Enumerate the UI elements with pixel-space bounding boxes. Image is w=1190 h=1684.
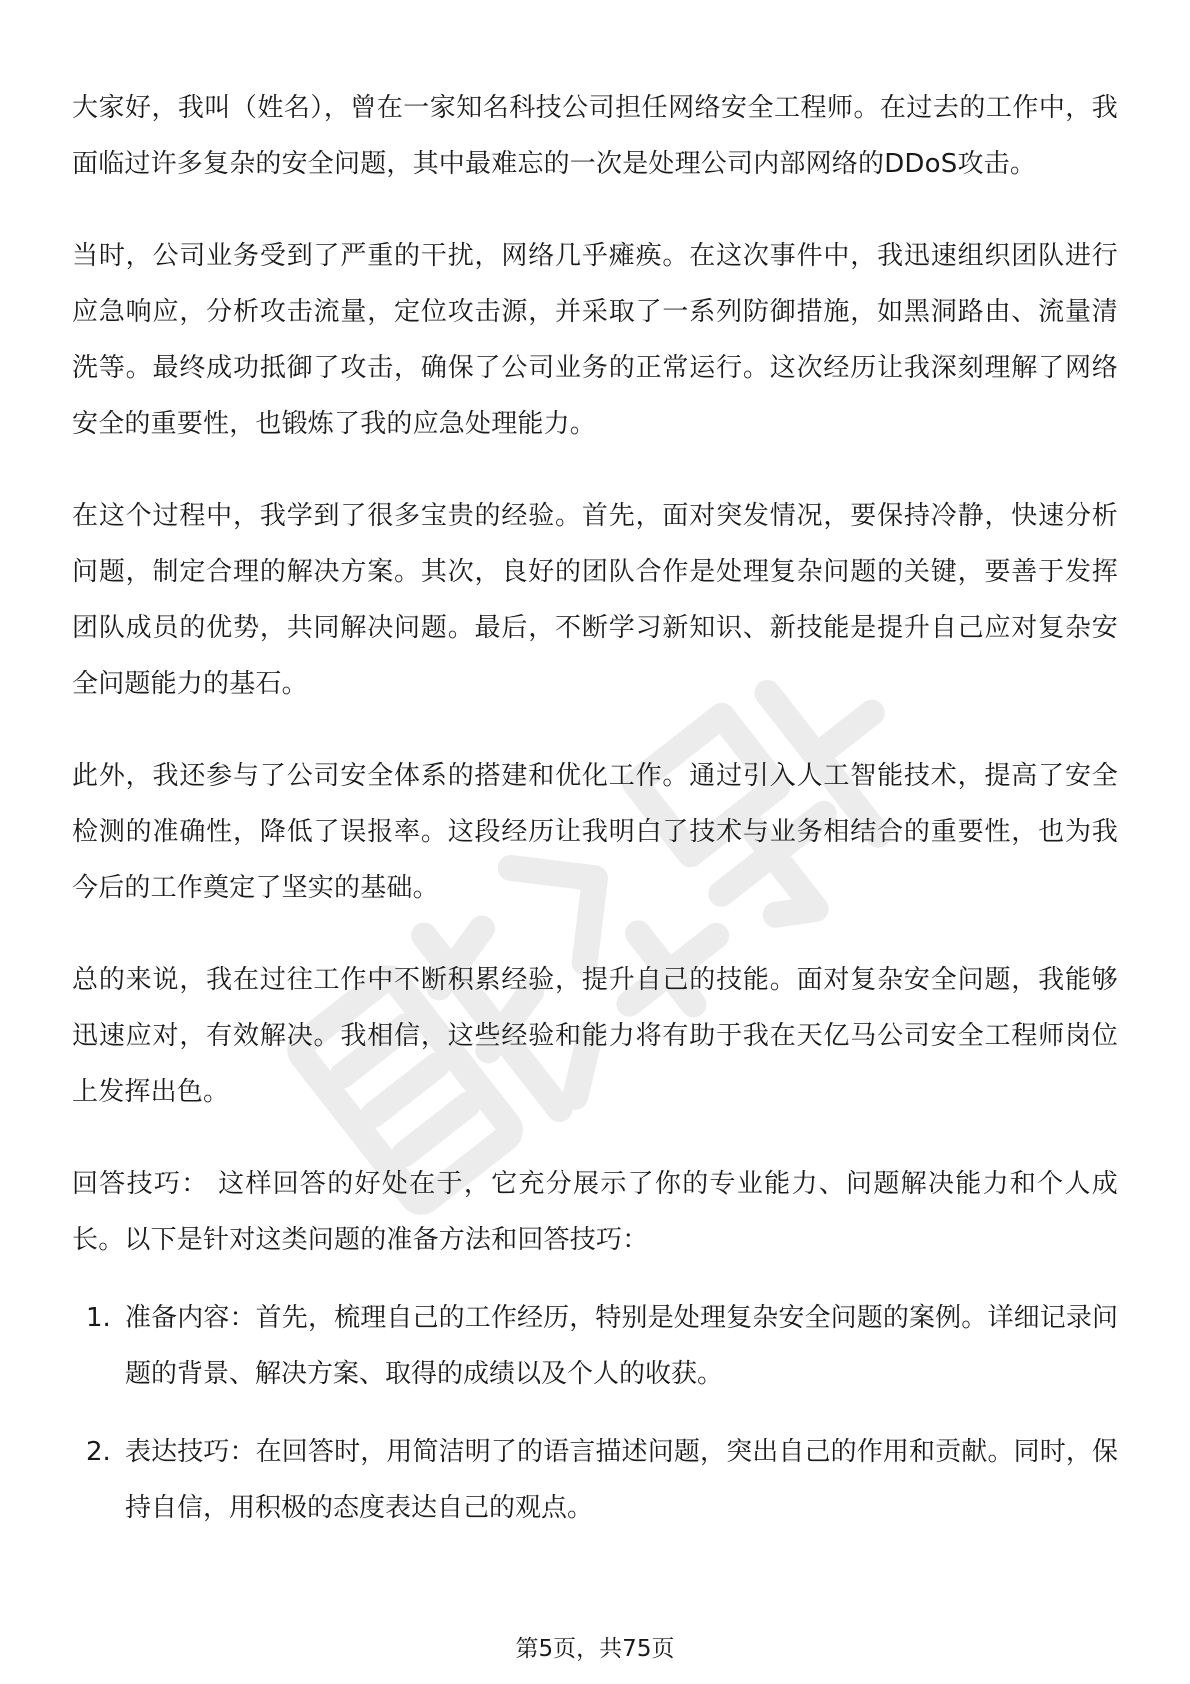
list-item-number: 1.: [86, 1303, 111, 1333]
list-item-text: 表达技巧：在回答时，用简洁明了的语言描述问题，突出自己的作用和贡献。同时，保持自信，用积极的态度表达自己的观点。: [125, 1437, 1118, 1523]
paragraph-security-system: 此外，我还参与了公司安全体系的搭建和优化工作。通过引入人工智能技术，提高了安全检测的准确性，降低了误报率。这段经历让我明白了技术与业务相结合的重要性，也为我今后的工作奠定了坚实的基础。: [72, 761, 1118, 903]
paragraph-lessons: 在这个过程中，我学到了很多宝贵的经验。首先，面对突发情况，要保持冷静，快速分析问题，制定合理的解决方案。其次，良好的团队合作是处理复杂问题的关键，要善于发挥团队成员的优势，共同解决问题。最后，不断学习新知识、新技能是提升自己应对复杂安全问题能力的基石。: [72, 501, 1118, 699]
page-number: 第5页，共75页: [515, 1636, 675, 1662]
list-item: [72, 1424, 1118, 1536]
paragraph-intro: 大家好，我叫（姓名），曾在一家知名科技公司担任网络安全工程师。在过去的工作中，我面临过许多复杂的安全问题，其中最难忘的一次是处理公司内部网络的DDoS攻击。: [72, 93, 1118, 179]
list-item: [72, 1290, 1118, 1402]
paragraph-summary: 总的来说，我在过往工作中不断积累经验，提升自己的技能。面对复杂安全问题，我能够迅速应对，有效解决。我相信，这些经验和能力将有助于我在天亿马公司安全工程师岗位上发挥出色。: [72, 965, 1118, 1107]
document-body: [72, 80, 1118, 1558]
list-item-text: 准备内容：首先，梳理自己的工作经历，特别是处理复杂安全问题的案例。详细记录问题的背景、解决方案、取得的成绩以及个人的收获。: [125, 1303, 1118, 1389]
paragraph-incident: 当时，公司业务受到了严重的干扰，网络几乎瘫痪。在这次事件中，我迅速组织团队进行应急响应，分析攻击流量，定位攻击源，并采取了一系列防御措施，如黑洞路由、流量清洗等。最终成功抵御了攻击，确保了公司业务的正常运行。这次经历让我深刻理解了网络安全的重要性，也锻炼了我的应急处理能力。: [72, 241, 1118, 439]
tips-list: [72, 1290, 1118, 1536]
paragraph-answer-tips: 回答技巧： 这样回答的好处在于，它充分展示了你的专业能力、问题解决能力和个人成长。以下是针对这类问题的准备方法和回答技巧：: [72, 1169, 1118, 1255]
list-item-number: 2.: [86, 1437, 111, 1467]
